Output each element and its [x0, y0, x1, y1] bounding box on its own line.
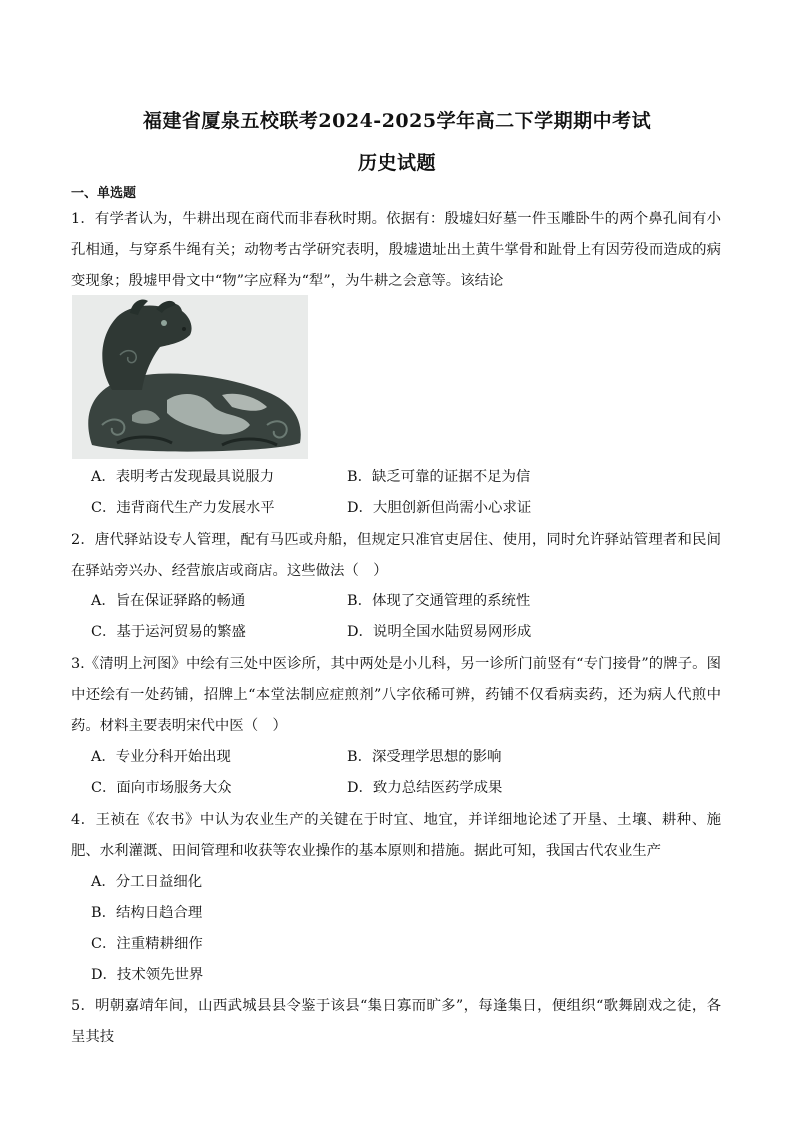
- q3-option-d: D．致力总结医药学成果: [347, 780, 503, 796]
- q4-option-d: D．技术领先世界: [91, 967, 204, 983]
- exam-title: 福建省厦泉五校联考2024-2025学年高二下学期期中考试: [142, 110, 652, 132]
- question-2-stem: 2．唐代驿站设专人管理，配有马匹或舟船，但规定只准官吏居住、使用，同时允许驿站管理者和民间在驿站旁兴办、经营旅店或商店。这些做法（ ）: [71, 532, 721, 579]
- q2-option-b: B．体现了交通管理的系统性: [347, 593, 531, 609]
- q2-option-d: D．说明全国水陆贸易网形成: [347, 624, 532, 640]
- question-1-stem: 1．有学者认为，牛耕出现在商代而非春秋时期。依据有：殷墟妇好墓一件玉雕卧牛的两个鼻孔间有小孔相通，与穿系牛绳有关；动物考古学研究表明，殷墟遗址出土黄牛掌骨和趾骨上有因劳役而造成的病变现象；殷墟甲骨文中“物”字应释为“犁”，为牛耕之会意等。该结论: [71, 211, 721, 289]
- question-4-stem: 4．王祯在《农书》中认为农业生产的关键在于时宜、地宜，并详细地论述了开垦、土壤、耕种、施肥、水利灌溉、田间管理和收获等农业操作的基本原则和措施。据此可知，我国古代农业生产: [71, 812, 721, 859]
- question-3-stem: 3.《清明上河图》中绘有三处中医诊所，其中两处是小儿科，另一诊所门前竖有“专门接骨”的牌子。图中还绘有一处药铺，招牌上“本堂法制应症煎剂”八字依稀可辨，药铺不仅看病卖药，还为病人代煎中药。材料主要表明宋代中医（ ）: [71, 656, 721, 734]
- q1-option-d: D．大胆创新但尚需小心求证: [347, 500, 532, 516]
- question-5-stem: 5．明朝嘉靖年间，山西武城县县令鉴于该县“集日寡而旷多”，每逢集日，便组织“歌舞剧戏之徒，各呈其技: [71, 998, 721, 1045]
- q3-option-a: A．专业分科开始出现: [91, 749, 231, 765]
- q1-option-b: B．缺乏可靠的证据不足为信: [347, 469, 531, 485]
- jade-ox-illustration: [72, 295, 308, 459]
- q4-option-c: C．注重精耕细作: [91, 936, 203, 952]
- q2-option-a: A．旨在保证驿路的畅通: [91, 593, 246, 609]
- exam-subtitle: 历史试题: [357, 152, 436, 174]
- q4-option-b: B．结构日趋合理: [91, 905, 203, 921]
- q3-option-c: C．面向市场服务大众: [91, 780, 232, 796]
- q4-option-a: A．分工日益细化: [91, 874, 203, 890]
- q1-option-a: A．表明考古发现最具说服力: [91, 469, 275, 485]
- q3-option-b: B．深受理学思想的影响: [347, 749, 502, 765]
- jade-ox-image: [72, 295, 308, 459]
- q1-option-c: C．违背商代生产力发展水平: [91, 500, 275, 516]
- section-heading: 一、单选题: [71, 186, 137, 201]
- q2-option-c: C．基于运河贸易的繁盛: [91, 624, 246, 640]
